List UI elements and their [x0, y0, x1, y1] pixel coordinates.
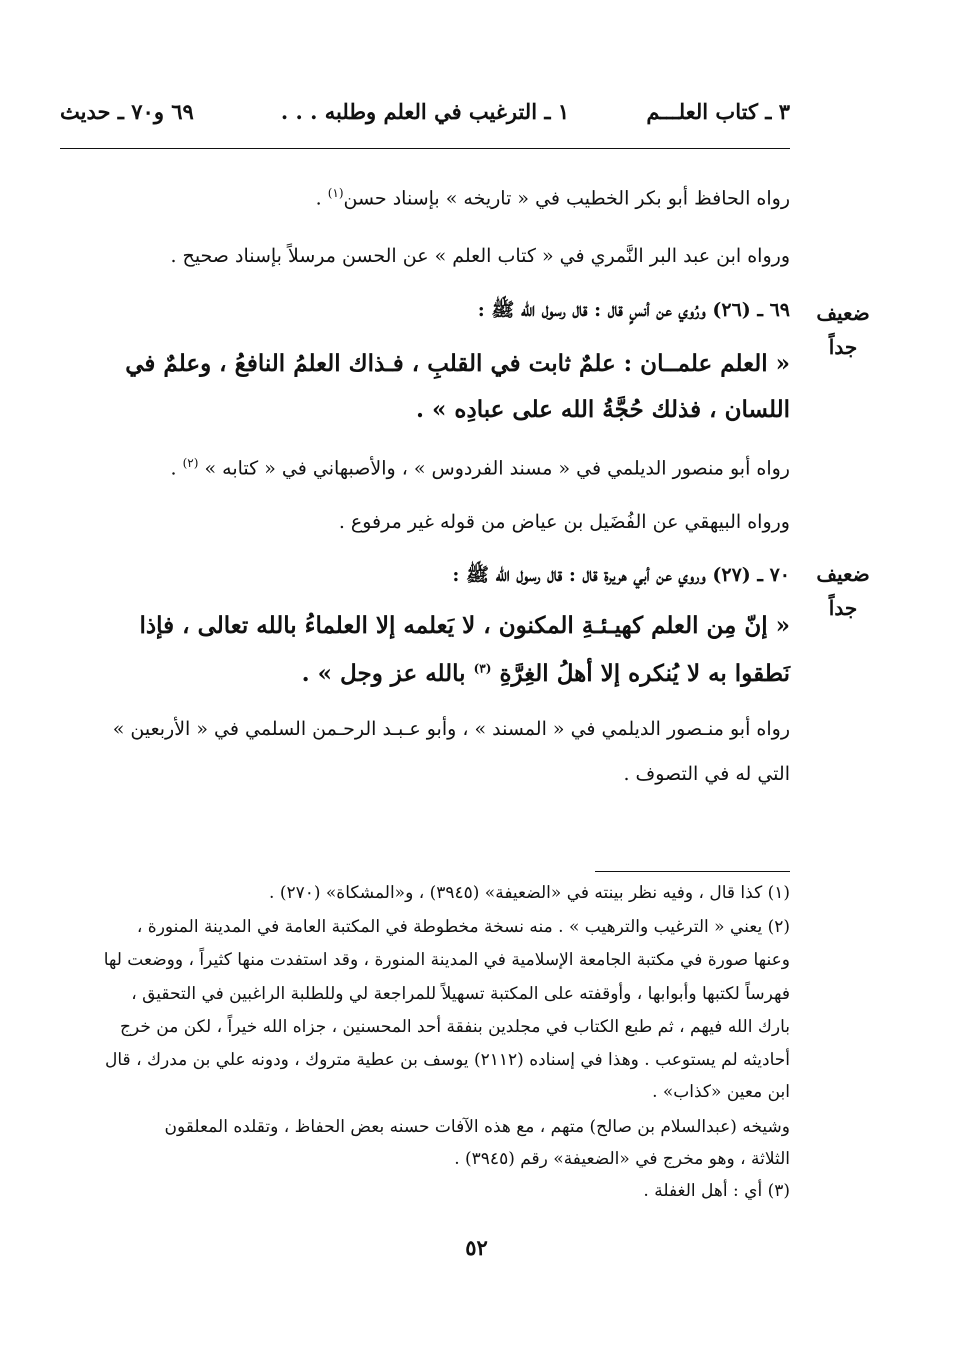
hadith-69-intro: ٦٩ ـ (٢٦) ورُوي عن أنسٍ قال : قال رسول الله ﷺ : — [477, 299, 790, 321]
footnote-2-line4: بارك الله فيهم ، ثم طبع الكتاب في مجلدين بنفقة أحد المحسنين ، جزاه الله خيراً ، لكن من خرج — [120, 1017, 790, 1037]
grade-hadith-70 — [803, 557, 883, 625]
footnote-1: (١) كذا قال ، وفيه نظر بينته في «الضعيفة» (٣٩٤٥) ، و«المشكاة» (٢٧٠) . — [269, 883, 790, 903]
grade-qualifier: جداً — [828, 335, 858, 359]
footnote-ref-3: (٣) — [473, 661, 492, 676]
footnote-2-line7: وشيخه (عبدالسلام بن صالح) متهم ، مع هذه الآفات حسنه بعض الحفاظ ، وتقلده المعلقون — [164, 1117, 790, 1137]
header-chapter-title: ١ ـ الترغيب في العلم وطلبه . . . — [280, 99, 570, 124]
paragraph-text: رواه الحافظ أبو بكر الخطيب في « تاريخه » بإسناد حسن — [343, 187, 790, 210]
footnote-ref-1: (١) — [327, 186, 344, 200]
hadith-text-end: بالله عز وجل » . — [301, 660, 474, 687]
hadith-70-text-line2 — [60, 660, 790, 687]
header-rule — [60, 148, 790, 149]
footnote-2-line1: (٢) يعني « الترغيب والترهيب » . منه نسخة مخطوطة في المكتبة العامة في المدينة المنورة ، — [136, 917, 790, 937]
footnote-2-line2: وعنها صورة في مكتبة الجامعة الإسلامية في المدينة المنورة ، وقد استفدت منها كثيراً ، ووضعت لها — [103, 950, 790, 970]
grade-hadith-69 — [803, 296, 883, 364]
header-hadith-range: ٦٩ و٧٠ ـ حديث — [60, 99, 194, 124]
hadith-70-intro: ٧٠ ـ (٢٧) وروي عن أبي هريرة قال : قال رسول الله ﷺ : — [452, 564, 790, 586]
footnote-2-line5: أحاديثه لم يستوعب . وهذا في إسناده (٢١١٢) يوسف بن عطية متروك ، ودونه علي بن مدرك ، قال — [105, 1050, 790, 1070]
paragraph-khatib — [60, 186, 790, 209]
grade-word: ضعيف — [816, 301, 870, 325]
footnote-2-line8: الثلاثة ، وهو مخرج في «الضعيفة» رقم (٣٩٤٥) . — [454, 1149, 790, 1169]
grade-qualifier: جداً — [828, 596, 858, 620]
paragraph-daylami — [60, 456, 790, 479]
paragraph-end: . — [315, 187, 328, 210]
footnote-ref-2: (٢) — [182, 456, 199, 470]
hadith-text: نَطقوا به لا يُنكره إلا أهلُ الغِرَّةِ — [499, 660, 790, 687]
footnote-2-line6: ابن معين «كذاب» . — [652, 1082, 790, 1102]
hadith-69-text-line1: « العلم علمــان : علمٌ ثابت في القلبِ ، فـذاك العلمُ النافعُ ، وعلمٌ في — [125, 350, 790, 377]
header-book-title: ٣ ـ كتاب العلـــم — [646, 99, 790, 124]
paragraph-bayhaqi: ورواه البيهقي عن الفُضَيل بن عياض من قوله غير مرفوع . — [338, 511, 790, 533]
paragraph-daylami-sulami-line1: رواه أبو منـصور الديلمي في « المسند » ، وأبو عـبـد الرحـمن السلمي في « الأربعين » — [112, 718, 790, 740]
paragraph-daylami-sulami-line2: التي له في التصوف . — [623, 763, 790, 785]
grade-word: ضعيف — [816, 562, 870, 586]
hadith-69-text-line2: اللسان ، فذلك حُجَّةُ الله على عبادِه » . — [416, 396, 790, 423]
paragraph-ibn-abd-al-barr: ورواه ابن عبد البر النَّمري في « كتاب العلم » عن الحسن مرسلاً بإسناد صحيح . — [170, 245, 790, 267]
hadith-70-text-line1: « إنّ مِن العلم كهيـئـةِ المكنون ، لا يَعلمه إلا العلماءُ بالله تعالى ، فإذا — [139, 612, 790, 639]
page-number: ٥٢ — [465, 1235, 488, 1260]
footnote-3: (٣) أي : أهل الغفلة . — [643, 1181, 790, 1201]
paragraph-text: رواه أبو منصور الديلمي في « مسند الفردوس » ، والأصبهاني في « كتابه » — [204, 457, 790, 480]
footnote-rule — [595, 871, 790, 872]
footnote-2-line3: فهرساً لكتبها وأبوابها ، وأوقفته على المكتبة تسهيلاً للمراجعة لي وللطلبة الراغبين في التحقيق ، — [131, 984, 790, 1004]
running-header — [60, 93, 790, 133]
paragraph-end: . — [170, 457, 183, 480]
